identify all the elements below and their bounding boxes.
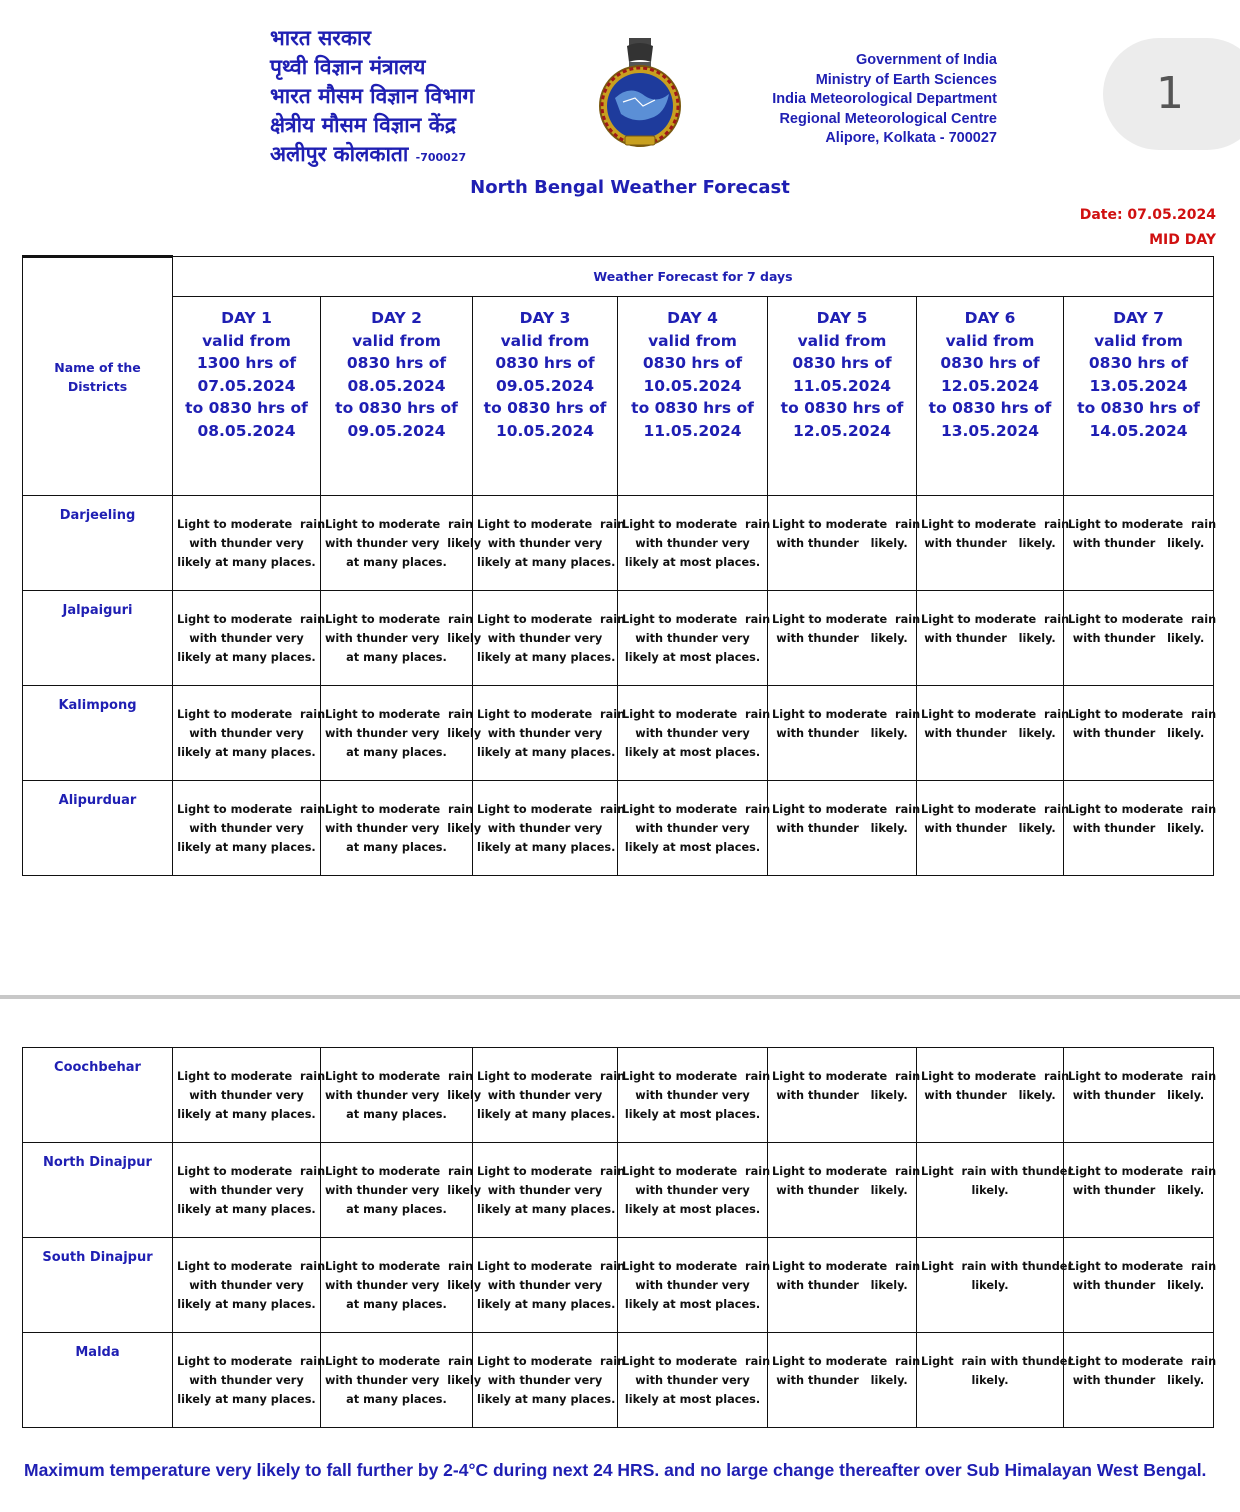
forecast-line: with thunder very [635,726,750,740]
page-title: North Bengal Weather Forecast [470,177,790,198]
forecast-line: likely at many places. [177,1297,316,1311]
forecast-line: likely at many places. [177,555,316,569]
day-header-line: to 0830 hrs of [185,399,308,417]
forecast-line: likely at many places. [477,745,616,759]
forecast-line: likely at most places. [624,1107,761,1121]
day-header-line: 10.05.2024 [495,421,595,440]
forecast-line: likely at most places. [624,555,761,569]
table-row [23,496,1214,591]
forecast-line: with thunder likely. [924,726,1056,740]
forecast-line: Light to moderate rain [177,803,326,816]
day-header-line: 07.05.2024 [197,376,296,395]
forecast-cell [768,686,921,781]
forecast-cell [768,1333,921,1428]
forecast-cell [618,1333,771,1428]
forecast-line: with thunder very [635,821,750,835]
forecast-cell [1064,496,1217,591]
forecast-line: likely at many places. [177,1202,316,1216]
forecast-line: with thunder very [487,1373,603,1387]
forecast-table-title: Weather Forecast for 7 days [173,257,1214,297]
district-name: Malda [23,1333,173,1428]
forecast-line: at many places. [346,745,447,759]
forecast-cell [1064,1143,1217,1238]
day-3-header [473,297,618,496]
forecast-line: at many places. [346,555,447,569]
forecast-line: Light to moderate rain [477,1260,626,1273]
forecast-cell [768,496,921,591]
forecast-cell [618,591,771,686]
forecast-line: with thunder likely. [1072,726,1205,740]
forecast-line: with thunder very likely [325,726,482,740]
forecast-line: with thunder very [189,1183,304,1197]
forecast-cell [473,1238,626,1333]
forecast-line: Light to moderate rain [772,1355,921,1368]
district-name: North Dinajpur [23,1143,173,1238]
forecast-line: with thunder likely. [1072,1373,1205,1387]
day-header-line: to 0830 hrs of [928,399,1052,417]
forecast-line: Light to moderate rain [177,1165,326,1178]
issue-time: MID DAY [1149,232,1216,248]
forecast-line: Light to moderate rain [772,1260,921,1273]
forecast-line: Light to moderate rain [477,613,626,626]
day-header-line: valid from [500,331,590,350]
forecast-line: Light to moderate rain [177,1260,326,1273]
forecast-line: likely at most places. [624,1202,761,1216]
english-line: Regional Meteorological Centre [779,110,997,127]
forecast-cell [473,1333,626,1428]
forecast-line: Light to moderate rain [622,1260,771,1273]
forecast-line: likely at many places. [477,1392,616,1406]
forecast-line: likely. [971,1278,1009,1292]
forecast-cell [618,496,771,591]
day-6-header [917,297,1064,496]
forecast-line: Light to moderate rain [177,1070,326,1083]
forecast-line: Light to moderate rain [477,1070,626,1083]
day-header-line: 0830 hrs of [495,354,595,372]
forecast-line: Light to moderate rain [1068,1165,1217,1178]
forecast-line: Light to moderate rain [622,613,771,626]
forecast-line: Light to moderate rain [622,1070,771,1083]
forecast-line: with thunder very [635,1088,750,1102]
forecast-line: with thunder very [487,1278,603,1292]
day-header-line: to 0830 hrs of [335,399,458,417]
forecast-cell [173,686,326,781]
forecast-cell [173,1143,326,1238]
forecast-cell [321,781,482,876]
day-header-line: valid from [797,331,887,350]
forecast-line: Light rain with thunder [921,1165,1074,1178]
hindi-line: पृथ्वी विज्ञान मंत्रालय [270,55,426,79]
forecast-line: Light to moderate rain [921,613,1070,626]
table-row [23,1048,1214,1143]
day-4-header [618,297,768,496]
day-header-line: 13.05.2024 [940,421,1040,440]
forecast-line: with thunder likely. [1072,1183,1205,1197]
forecast-line: with thunder likely. [776,1373,908,1387]
forecast-cell [321,686,482,781]
forecast-line: likely. [971,1183,1009,1197]
day-header-line: to 0830 hrs of [631,399,754,417]
english-line: Government of India [856,52,997,68]
forecast-line: Light to moderate rain [477,518,626,531]
hindi-pin: -700027 [415,151,467,164]
forecast-line: with thunder likely. [776,1278,908,1292]
forecast-line: likely at many places. [477,1297,616,1311]
table-row [23,686,1214,781]
forecast-line: Light to moderate rain [177,518,326,531]
forecast-line: with thunder very [189,1088,304,1102]
day-header-line: DAY 5 [816,309,868,327]
forecast-cell [473,591,626,686]
forecast-line: with thunder very likely [325,1373,482,1387]
day-header-line: valid from [202,331,291,350]
forecast-cell [1064,781,1217,876]
forecast-line: with thunder very [635,631,750,645]
forecast-cell [173,1333,326,1428]
day-header-line: 0830 hrs of [792,354,892,372]
forecast-line: Light to moderate rain [772,708,921,721]
day-header-line: 14.05.2024 [1089,421,1188,440]
forecast-line: with thunder very [487,1183,603,1197]
table-row [23,781,1214,876]
forecast-line: Light to moderate rain [622,708,771,721]
day-header-line: DAY 2 [371,309,422,327]
district-name: South Dinajpur [23,1238,173,1333]
forecast-cell [917,1333,1074,1428]
day-header-line: DAY 4 [667,309,718,327]
forecast-line: at many places. [346,1297,447,1311]
day-header-line: valid from [945,331,1035,350]
day-header-line: 0830 hrs of [642,354,743,372]
forecast-line: Light to moderate rain [921,518,1070,531]
forecast-line: with thunder likely. [924,536,1056,550]
forecast-line: Light to moderate rain [772,1070,921,1083]
forecast-cell [321,1333,482,1428]
forecast-cell [473,686,626,781]
forecast-line: Light to moderate rain [177,1355,326,1368]
forecast-cell [768,1238,921,1333]
forecast-line: with thunder very [635,536,750,550]
day-1-header [173,297,321,496]
forecast-line: Light rain with thunder [921,1355,1074,1368]
day-header-line: DAY 1 [221,309,272,327]
forecast-line: with thunder very likely [325,631,482,645]
forecast-line: Light to moderate rain [622,803,771,816]
forecast-cell [618,686,771,781]
forecast-line: with thunder likely. [924,821,1056,835]
forecast-line: likely at many places. [177,840,316,854]
forecast-line: with thunder very [635,1373,750,1387]
day-header-line: 0830 hrs of [346,354,447,372]
day-header-line: valid from [352,331,441,350]
forecast-line: with thunder very [487,536,603,550]
day-header-line: 08.05.2024 [347,376,446,395]
day-header-line: 0830 hrs of [1088,354,1189,372]
forecast-cell [618,1238,771,1333]
day-header-line: 09.05.2024 [347,421,446,440]
day-header-line: DAY 7 [1113,309,1164,327]
forecast-cell [917,781,1070,876]
day-header-line: to 0830 hrs of [780,399,904,417]
forecast-line: Light to moderate rain [325,1070,474,1083]
forecast-line: Light to moderate rain [325,708,474,721]
forecast-line: with thunder very [487,726,603,740]
forecast-cell [1064,1048,1217,1143]
forecast-line: with thunder likely. [924,631,1056,645]
forecast-cell [321,1048,482,1143]
forecast-cell [173,781,326,876]
forecast-line: with thunder likely. [1072,1088,1205,1102]
english-header [700,51,997,149]
forecast-line: with thunder likely. [776,1088,908,1102]
forecast-line: likely at most places. [624,1392,761,1406]
table-row [23,1238,1214,1333]
day-5-header [768,297,917,496]
forecast-line: with thunder very [487,631,603,645]
forecast-cell [321,496,482,591]
forecast-cell [917,496,1070,591]
forecast-cell [1064,1333,1217,1428]
forecast-line: likely at many places. [477,555,616,569]
day-header-line: valid from [648,331,737,350]
forecast-line: Light to moderate rain [921,1070,1070,1083]
forecast-line: with thunder likely. [776,631,908,645]
table-row [23,1143,1214,1238]
day-header-line: 1300 hrs of [196,354,297,372]
forecast-cell [1064,591,1217,686]
forecast-line: Light to moderate rain [477,708,626,721]
forecast-cell [473,496,626,591]
forecast-line: Light to moderate rain [622,1355,771,1368]
day-header-line: 12.05.2024 [940,376,1040,395]
forecast-line: likely at most places. [624,1297,761,1311]
forecast-line: Light to moderate rain [477,1355,626,1368]
forecast-line: with thunder likely. [924,1088,1056,1102]
forecast-line: with thunder very [189,726,304,740]
forecast-line: with thunder very [487,1088,603,1102]
forecast-line: Light to moderate rain [1068,1260,1217,1273]
english-line: India Meteorological Department [772,91,997,107]
forecast-cell [618,1048,771,1143]
forecast-line: with thunder very likely [325,1278,482,1292]
forecast-cell [173,591,326,686]
day-header-line: 11.05.2024 [643,421,742,440]
day-header-line: 11.05.2024 [792,376,892,395]
forecast-line: Light to moderate rain [325,803,474,816]
forecast-table-part-1 [22,255,1217,876]
hindi-line: भारत सरकार [270,26,372,50]
day-header-line: 0830 hrs of [940,354,1040,372]
forecast-line: at many places. [346,1392,447,1406]
forecast-line: with thunder likely. [1072,631,1205,645]
forecast-line: likely at most places. [624,650,761,664]
day-2-header [321,297,473,496]
forecast-cell [473,1143,626,1238]
forecast-line: at many places. [346,1202,447,1216]
district-name: Kalimpong [23,686,173,781]
forecast-line: likely at many places. [177,650,316,664]
forecast-line: with thunder very [635,1278,750,1292]
forecast-table-part-2 [22,1047,1217,1428]
forecast-line: likely at most places. [624,840,761,854]
district-name: Coochbehar [23,1048,173,1143]
forecast-line: with thunder very [189,1373,304,1387]
table-row [23,1333,1214,1428]
forecast-line: Light to moderate rain [325,1260,474,1273]
forecast-line: Light to moderate rain [1068,518,1217,531]
day-header-line: 08.05.2024 [197,421,296,440]
issue-date: Date: 07.05.2024 [1079,207,1216,223]
forecast-line: with thunder very likely [325,536,482,550]
english-line: Ministry of Earth Sciences [815,71,997,88]
forecast-line: likely at many places. [177,745,316,759]
forecast-line: likely at many places. [177,1107,316,1121]
forecast-cell [768,781,921,876]
forecast-cell [917,1238,1074,1333]
day-header-line: 13.05.2024 [1089,376,1188,395]
forecast-line: Light to moderate rain [921,708,1070,721]
forecast-line: likely. [971,1373,1009,1387]
temperature-note: Maximum temperature very likely to fall further by 2-4°C during next 24 HRS. and no large change thereafter over Sub Himalayan West Bengal. [24,1460,1207,1480]
hindi-line-address: अलीपुर कोलकाता -700027 [270,142,467,166]
forecast-line: Light to moderate rain [772,1165,921,1178]
forecast-cell [768,591,921,686]
forecast-line: Light to moderate rain [772,518,921,531]
forecast-line: with thunder likely. [776,536,908,550]
forecast-line: Light rain with thunder [921,1260,1074,1273]
hindi-line: भारत मौसम विज्ञान विभाग [270,84,475,108]
forecast-line: with thunder likely. [776,1183,908,1197]
forecast-line: at many places. [346,1107,447,1121]
forecast-line: likely at many places. [177,1392,316,1406]
forecast-line: with thunder likely. [776,726,908,740]
day-header-line: 10.05.2024 [643,376,742,395]
forecast-cell [473,781,626,876]
forecast-cell [618,1143,771,1238]
forecast-line: at many places. [346,650,447,664]
forecast-line: Light to moderate rain [325,613,474,626]
forecast-line: Light to moderate rain [477,803,626,816]
forecast-cell [768,1048,921,1143]
day-header-line: 12.05.2024 [792,421,892,440]
forecast-line: Light to moderate rain [325,518,474,531]
forecast-line: Light to moderate rain [622,1165,771,1178]
district-column-header: Name of the Districts [23,257,173,496]
forecast-line: Light to moderate rain [921,803,1070,816]
forecast-line: likely at many places. [477,1202,616,1216]
forecast-cell [1064,686,1217,781]
forecast-line: with thunder likely. [1072,821,1205,835]
forecast-line: with thunder very [635,1183,750,1197]
district-name: Jalpaiguri [23,591,173,686]
page-divider [0,995,1240,999]
forecast-line: with thunder very likely [325,821,482,835]
district-name: Alipurduar [23,781,173,876]
forecast-cell [173,496,326,591]
forecast-line: with thunder very likely [325,1183,482,1197]
forecast-cell [917,1048,1070,1143]
day-7-header [1064,297,1214,496]
forecast-cell [173,1238,326,1333]
forecast-cell [473,1048,626,1143]
forecast-cell [917,686,1070,781]
day-header-line: to 0830 hrs of [483,399,607,417]
day-header-line: DAY 6 [964,309,1016,327]
forecast-line: Light to moderate rain [1068,708,1217,721]
forecast-cell [917,1143,1074,1238]
forecast-line: with thunder very [189,821,304,835]
day-header-line: 09.05.2024 [495,376,595,395]
forecast-line: with thunder very [189,631,304,645]
forecast-cell [173,1048,326,1143]
forecast-line: likely at most places. [624,745,761,759]
forecast-line: Light to moderate rain [1068,803,1217,816]
day-header-line: DAY 3 [519,309,571,327]
imd-logo-icon [585,36,695,152]
forecast-line: likely at many places. [477,840,616,854]
forecast-line: Light to moderate rain [325,1165,474,1178]
forecast-cell [1064,1238,1217,1333]
forecast-line: with thunder likely. [1072,536,1205,550]
forecast-line: Light to moderate rain [177,708,326,721]
table-row [23,591,1214,686]
forecast-line: with thunder very [189,1278,304,1292]
forecast-cell [321,591,482,686]
forecast-line: Light to moderate rain [772,803,921,816]
district-name: Darjeeling [23,496,173,591]
forecast-cell [917,591,1070,686]
forecast-line: Light to moderate rain [1068,1355,1217,1368]
page-number: 1 [1156,68,1184,119]
forecast-line: likely at many places. [477,650,616,664]
hindi-header [270,24,570,172]
forecast-line: Light to moderate rain [325,1355,474,1368]
forecast-cell [321,1238,482,1333]
forecast-line: Light to moderate rain [1068,1070,1217,1083]
forecast-line: with thunder likely. [1072,1278,1205,1292]
day-header-line: to 0830 hrs of [1077,399,1200,417]
hindi-line: क्षेत्रीय मौसम विज्ञान केंद्र [270,113,456,137]
forecast-line: with thunder likely. [776,821,908,835]
forecast-line: Light to moderate rain [177,613,326,626]
forecast-line: with thunder very likely [325,1088,482,1102]
forecast-line: Light to moderate rain [477,1165,626,1178]
english-line: Alipore, Kolkata - 700027 [825,130,997,146]
forecast-line: Light to moderate rain [772,613,921,626]
forecast-line: Light to moderate rain [1068,613,1217,626]
forecast-cell [768,1143,921,1238]
forecast-cell [321,1143,482,1238]
forecast-line: Light to moderate rain [622,518,771,531]
forecast-line: likely at many places. [477,1107,616,1121]
day-header-line: valid from [1094,331,1183,350]
forecast-line: with thunder very [189,536,304,550]
forecast-line: with thunder very [487,821,603,835]
forecast-line: at many places. [346,840,447,854]
forecast-cell [618,781,771,876]
